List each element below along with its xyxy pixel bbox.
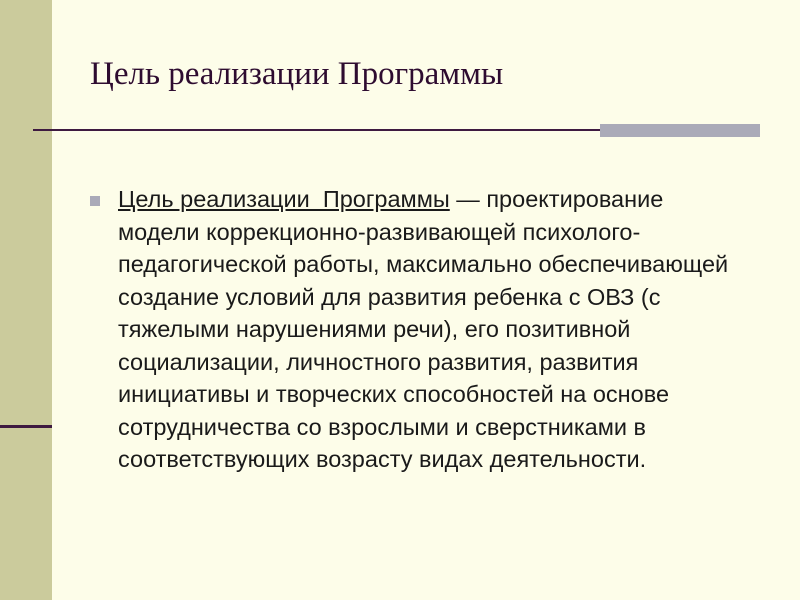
bullet-item	[90, 183, 750, 476]
slide-title: Цель реализации Программы	[90, 56, 504, 92]
bullet-text	[118, 183, 750, 476]
slide-content	[90, 183, 750, 476]
left-band-underline	[0, 425, 52, 428]
bullet-body: — проектирование модели коррекционно-развивающей психолого-педагогической работы, максимально обеспечивающей создание условий для развития ребенка с ОВЗ (с тяжелыми нарушениями речи), его позитивной социализации, личностного развития, развития инициативы и творческих способностей на основе сотрудничества со взрослыми и сверстниками в соответствующих возрасту видах деятельности.	[118, 186, 729, 472]
title-accent-bar	[600, 124, 760, 137]
square-bullet-icon	[90, 196, 100, 206]
left-decorative-band	[0, 0, 52, 600]
bullet-lead-term: Цель реализации Программы	[118, 186, 450, 212]
